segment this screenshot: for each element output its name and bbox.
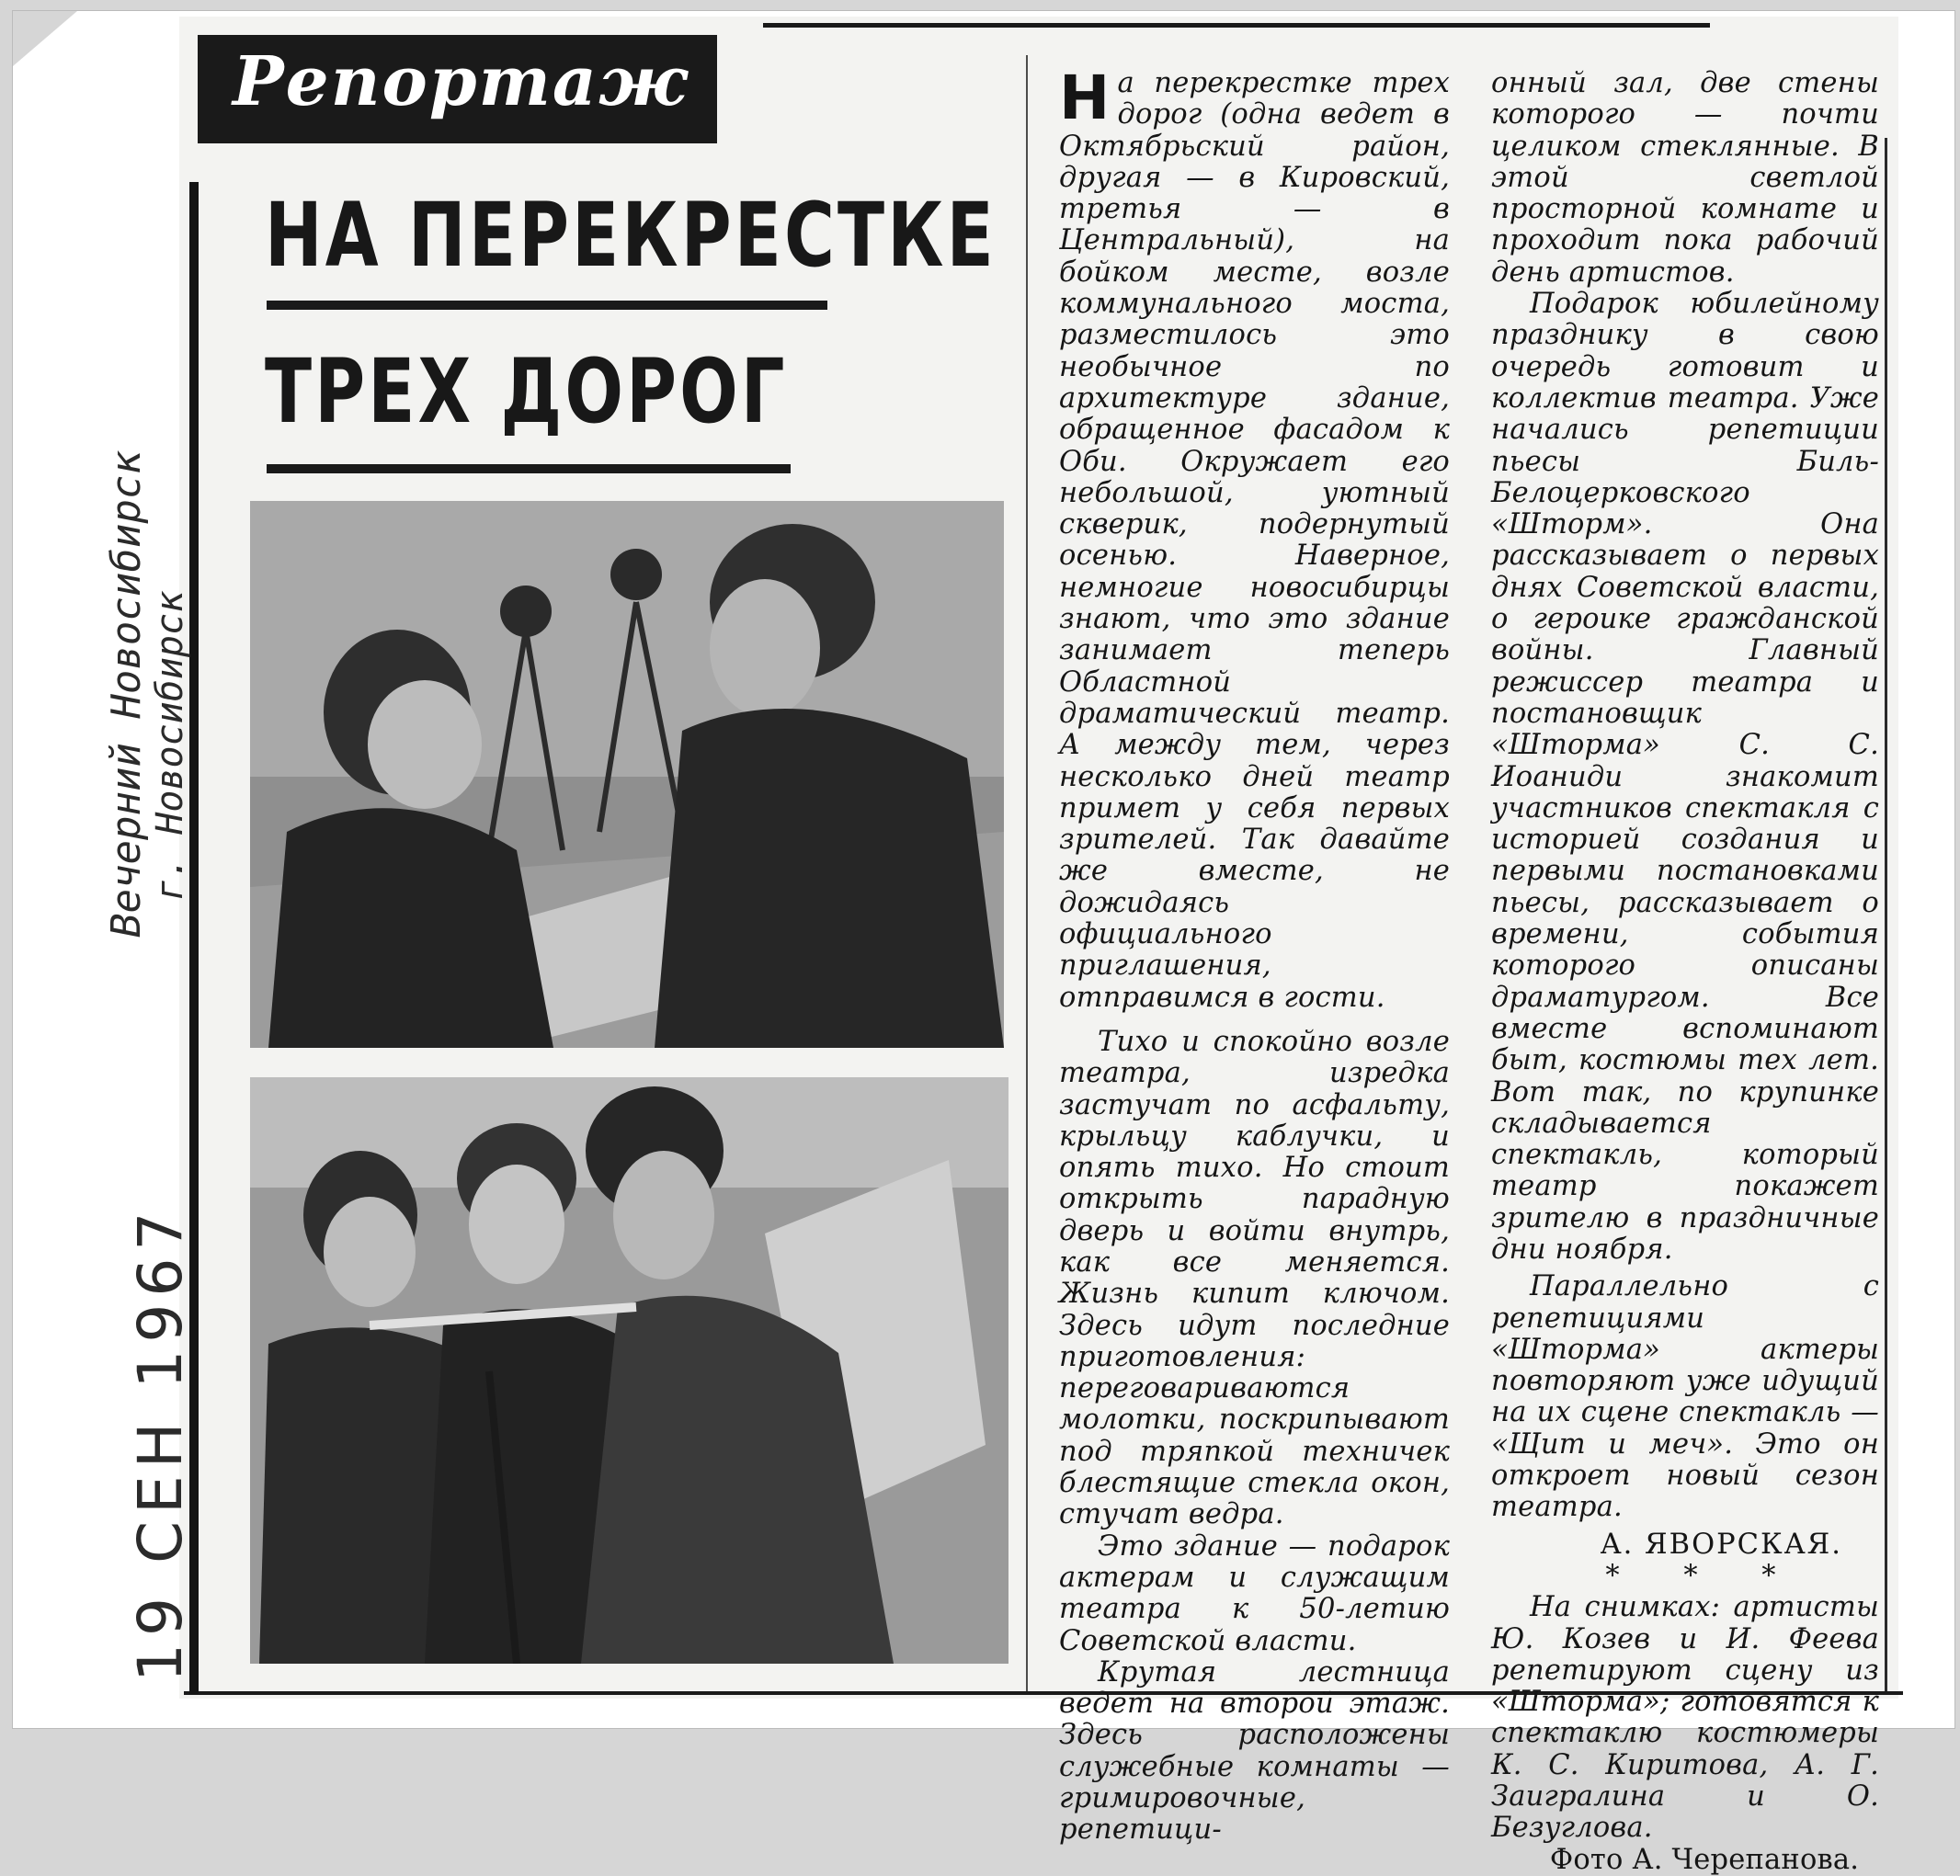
- separator-stars: * * *: [1605, 1559, 1804, 1592]
- paragraph-5: онный зал, две стены которого — почти целиком стеклянные. В этой светлой просторной комнате и проходит пока рабочий день артистов.: [1491, 67, 1879, 289]
- photo-caption: На снимках: артисты Ю. Козев и И. Феева репетируют сцену из «Шторма»; готовятся к спектаклю костюмеры К. С. Киритова, А. Г. Заигралина и О. Безуглова.: [1491, 1591, 1879, 1845]
- lead-paragraph: [1059, 63, 1450, 1014]
- column-rule: [1026, 55, 1028, 1691]
- article-column-1: [1059, 63, 1450, 1847]
- paragraph-7: Параллельно с репетициями «Шторма» актеры повторяют уже идущий на их сцене спектакль — «Щит и меч». Это он откроет новый сезон театра.: [1491, 1270, 1879, 1524]
- headline-rule-2: [267, 464, 791, 473]
- stamp-date: 19 СЕН 1967: [125, 1204, 196, 1682]
- costumers-photo: [250, 1077, 1008, 1664]
- rehearsal-photo: [250, 501, 1004, 1048]
- headline-line-2: ТРЕХ ДОРОГ: [265, 340, 788, 443]
- stamp-city: г. Новосибирск: [149, 590, 191, 901]
- headline-rule-1: [267, 301, 827, 310]
- stamp-newspaper: Вечерний Новосибирск: [103, 450, 150, 938]
- rubric-label: Репортаж: [233, 42, 689, 121]
- paragraph-3: Это здание — подарок актерам и служащим театра к 50-летию Советской власти.: [1059, 1529, 1450, 1657]
- author-signature: А. ЯВОРСКАЯ.: [1600, 1528, 1842, 1561]
- lead-text: а перекрестке трех дорог (одна ведет в Октябрьский район, другая — в Кировский, третья — в Центральный), на бойком месте, возле коммунального моста, разместилось это необычное по архитектуре здание, обращенное фасадом к Оби. Окружает его небольшой, уютный скверик, подернутый осенью. Наверное, немногие новосибирцы знают, что это здание занимает теперь Областной драматический театр. А между тем, через несколько дней театр примет у себя первых зрителей. Так давайте же вместе, не дожидаясь официального приглашения, отправимся в гости.: [1059, 67, 1450, 1014]
- article-column-2: [1491, 68, 1879, 1876]
- headline-line-1: НА ПЕРЕКРЕСТКЕ: [265, 184, 997, 287]
- drop-cap: Н: [1059, 63, 1111, 133]
- archive-stamp: [46, 202, 196, 1691]
- top-rule: [763, 23, 1710, 28]
- paragraph-6: Подарок юбилейному празднику в свою очередь готовит и коллектив театра. Уже начались репетиции пьесы Биль- Белоцерковского «Шторм». Она рассказывает о первых днях Советской власти, о героике гражданской войны. Главный режиссер театра и постановщик «Шторма» С. С. Иоаниди знакомит участников спектакля с историей создания и первыми постановками пьесы, рассказывает о времени, события которого описаны драматургом. Все вместе вспоминают быт, костюмы тех лет. Вот так, по крупинке складывается спектакль, который театр покажет зрителю в праздничные дни ноября.: [1491, 288, 1879, 1266]
- rubric-banner: [198, 35, 717, 143]
- photo-credit: Фото А. Черепанова.: [1549, 1843, 1860, 1876]
- right-rule: [1885, 138, 1887, 1691]
- paragraph-2: Тихо и спокойно возле театра, изредка застучат по асфальту, крыльцу каблучки, и опять тихо. Но стоит открыть парадную дверь и войти внутрь, как все меняется. Жизнь кипит ключом. Здесь идут последние приготовления: переговариваются молотки, поскрипывают под тряпкой техничек блестящие стекла окон, стучат ведра.: [1059, 1025, 1450, 1531]
- paragraph-4: Крутая лестница ведет на второй этаж. Здесь расположены служебные комнаты — гримировочные, репетици-: [1059, 1655, 1450, 1847]
